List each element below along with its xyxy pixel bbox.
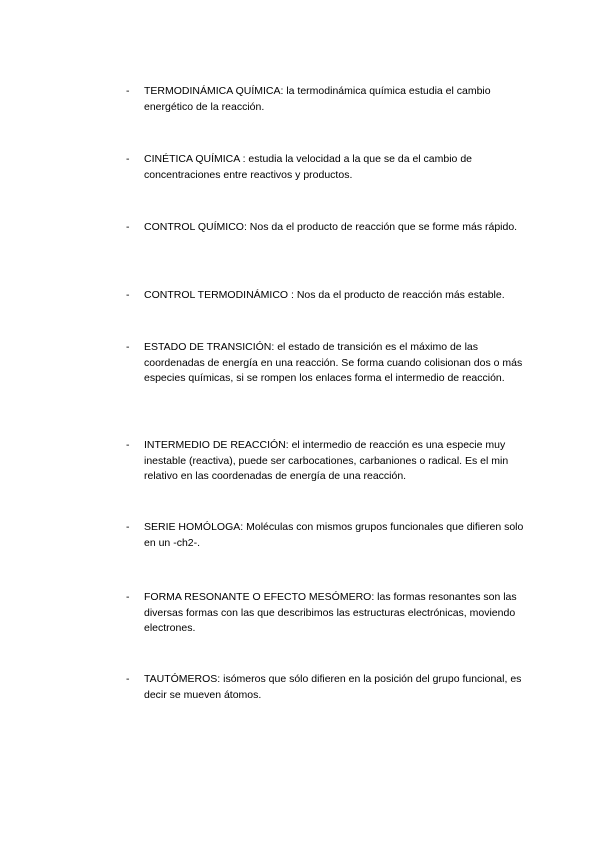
bullet-dash: - [126,289,130,301]
bullet-dash: - [126,591,130,603]
definition-text: TAUTÓMEROS: isómeros que sólo difieren en la posición del grupo funcional, es decir se mueven átomos. [144,673,522,701]
definition-text: CINÉTICA QUÍMICA : estudia la velocidad a la que se da el cambio de concentraciones entre reactivos y productos. [144,153,472,181]
definition-item [126,438,526,485]
bullet-dash: - [126,673,130,685]
definition-item [126,220,526,236]
definition-item [126,590,526,637]
definition-item [126,84,526,115]
bullet-dash: - [126,439,130,451]
definition-item [126,672,526,703]
definition-item [126,520,526,551]
definition-text: CONTROL QUÍMICO: Nos da el producto de reacción que se forme más rápido. [144,221,518,233]
definition-item [126,152,526,183]
bullet-dash: - [126,221,130,233]
definition-text: ESTADO DE TRANSICIÓN: el estado de transición es el máximo de las coordenadas de energía en una reacción. Se forma cuando colisionan dos o más especies químicas, si se rompen los enlaces forma el intermedio de reacción. [144,341,523,384]
definition-text: TERMODINÁMICA QUÍMICA: la termodinámica química estudia el cambio energético de la reacción. [144,85,491,113]
bullet-dash: - [126,341,130,353]
definition-text: FORMA RESONANTE O EFECTO MESÓMERO: las formas resonantes son las diversas formas con las que describimos las estructuras electrónicas, moviendo electrones. [144,591,517,634]
definition-text: SERIE HOMÓLOGA: Moléculas con mismos grupos funcionales que difieren solo en un -ch2-. [144,521,524,549]
definition-text: CONTROL TERMODINÁMICO : Nos da el producto de reacción más estable. [144,289,505,301]
bullet-dash: - [126,153,130,165]
definition-item [126,340,526,387]
definition-item [126,288,526,304]
bullet-dash: - [126,521,130,533]
definition-text: INTERMEDIO DE REACCIÓN: el intermedio de reacción es una especie muy inestable (reactiva), puede ser carbocationes, carbaniones o radical. Es el min relativo en las coordenadas de energía de una reacción. [144,439,509,482]
bullet-dash: - [126,85,130,97]
